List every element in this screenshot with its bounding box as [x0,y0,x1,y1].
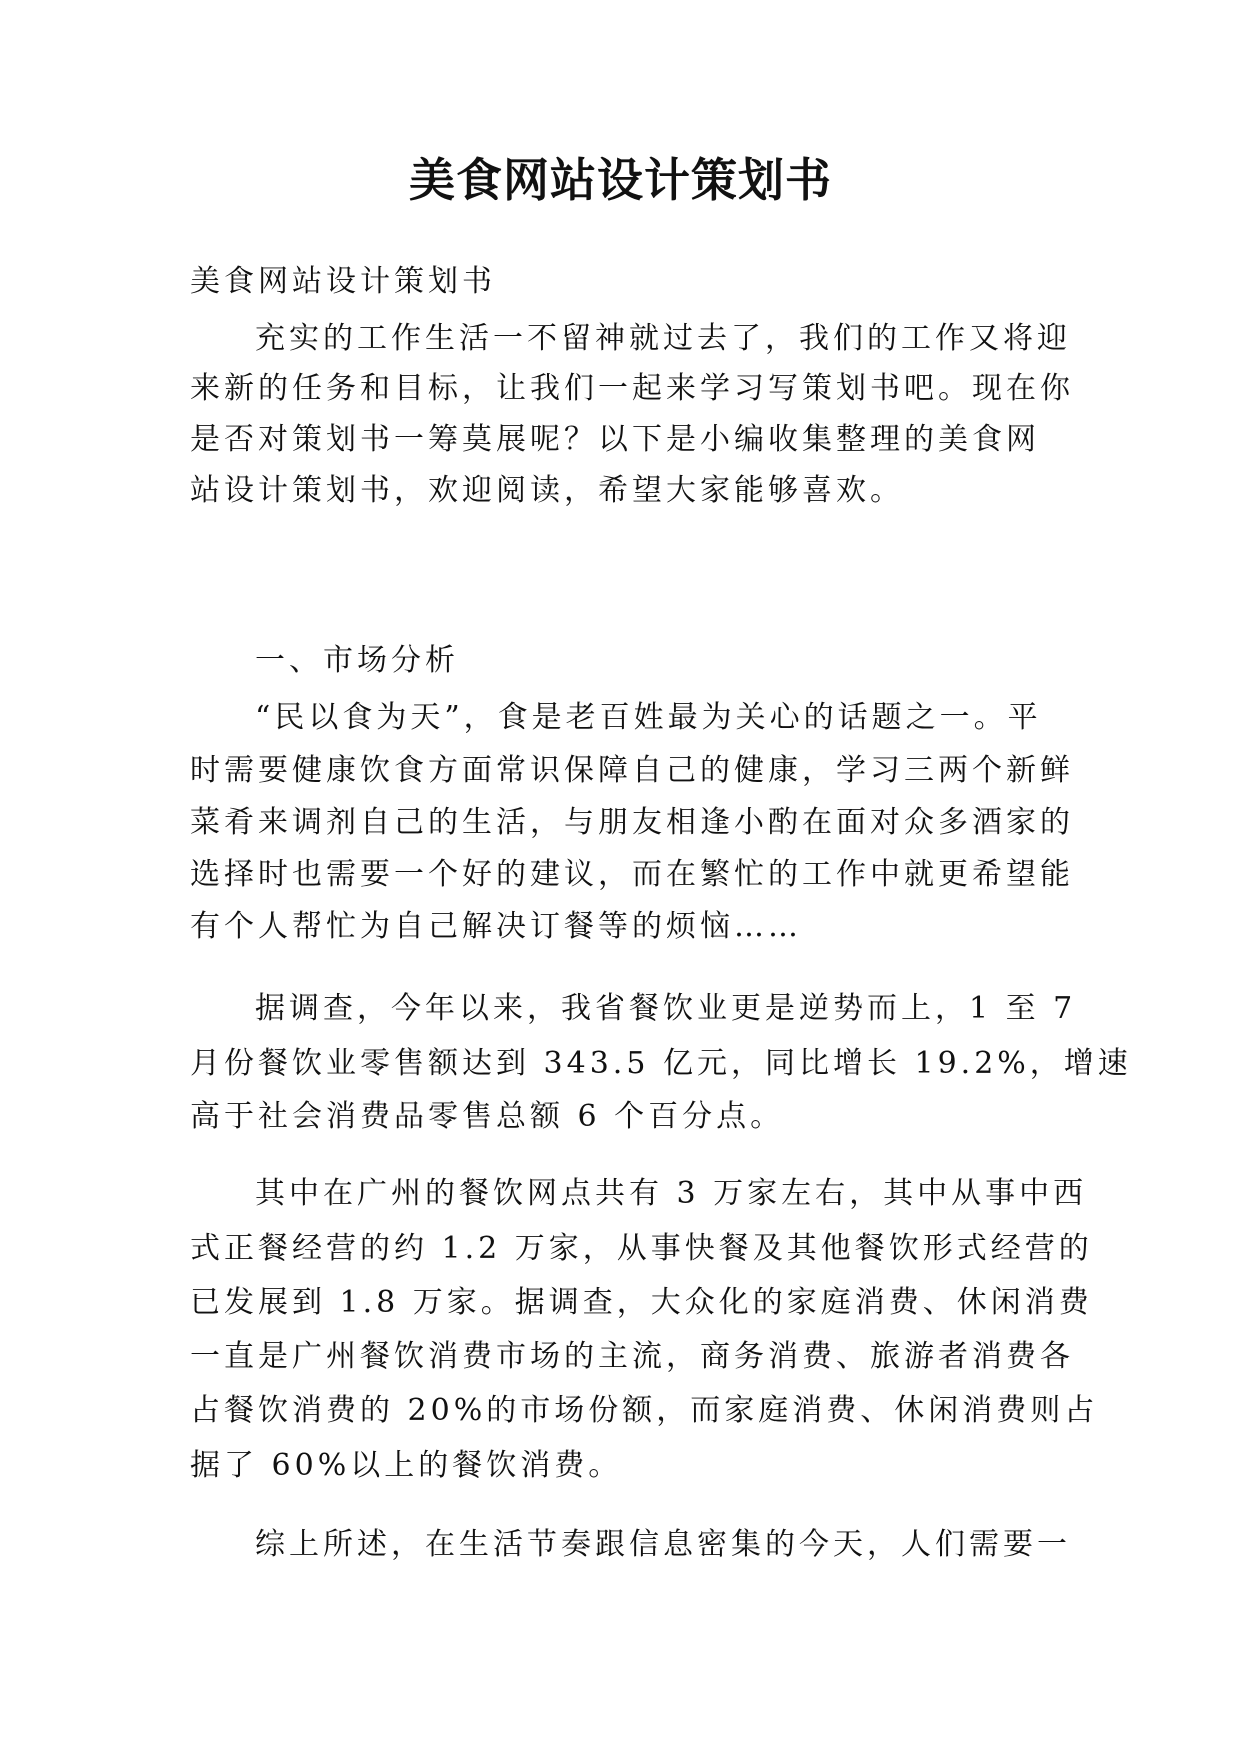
document-subtitle: 美食网站设计策划书 [190,264,496,299]
paragraph-line: 时需要健康饮食方面常识保障自己的健康，学习三两个新鲜 [190,753,1074,788]
paragraph-line: 菜肴来调剂自己的生活，与朋友相逢小酌在面对众多酒家的 [190,805,1074,840]
paragraph-line: “民以食为天”，食是老百姓最为关心的话题之一。平 [255,700,1042,735]
section-heading: 一、市场分析 [255,643,459,678]
paragraph-line: 月份餐饮业零售额达到 343.5 亿元，同比增长 19.2%，增速 [190,1046,1132,1081]
paragraph-line: 据调查，今年以来，我省餐饮业更是逆势而上，1 至 7 [255,991,1077,1026]
paragraph-line: 来新的任务和目标，让我们一起来学习写策划书吧。现在你 [190,371,1074,406]
paragraph-line: 已发展到 1.8 万家。据调查，大众化的家庭消费、休闲消费 [190,1285,1093,1320]
document-title: 美食网站设计策划书 [409,153,832,207]
paragraph-line: 据了 60%以上的餐饮消费。 [190,1448,623,1483]
paragraph-line: 选择时也需要一个好的建议，而在繁忙的工作中就更希望能 [190,857,1074,892]
paragraph-line: 站设计策划书，欢迎阅读，希望大家能够喜欢。 [190,473,904,508]
paragraph-line: 充实的工作生活一不留神就过去了，我们的工作又将迎 [255,321,1071,356]
paragraph-line: 其中在广州的餐饮网点共有 3 万家左右，其中从事中西 [255,1176,1088,1211]
paragraph-line: 有个人帮忙为自己解决订餐等的烦恼…… [190,909,802,944]
paragraph-line: 是否对策划书一筹莫展呢？以下是小编收集整理的美食网 [190,422,1040,457]
paragraph-line: 式正餐经营的约 1.2 万家，从事快餐及其他餐饮形式经营的 [190,1231,1093,1266]
paragraph-line: 占餐饮消费的 20%的市场份额，而家庭消费、休闲消费则占 [190,1393,1099,1428]
paragraph-line: 综上所述，在生活节奏跟信息密集的今天，人们需要一 [255,1527,1071,1562]
paragraph-line: 高于社会消费品零售总额 6 个百分点。 [190,1099,785,1134]
paragraph-line: 一直是广州餐饮消费市场的主流，商务消费、旅游者消费各 [190,1339,1074,1374]
